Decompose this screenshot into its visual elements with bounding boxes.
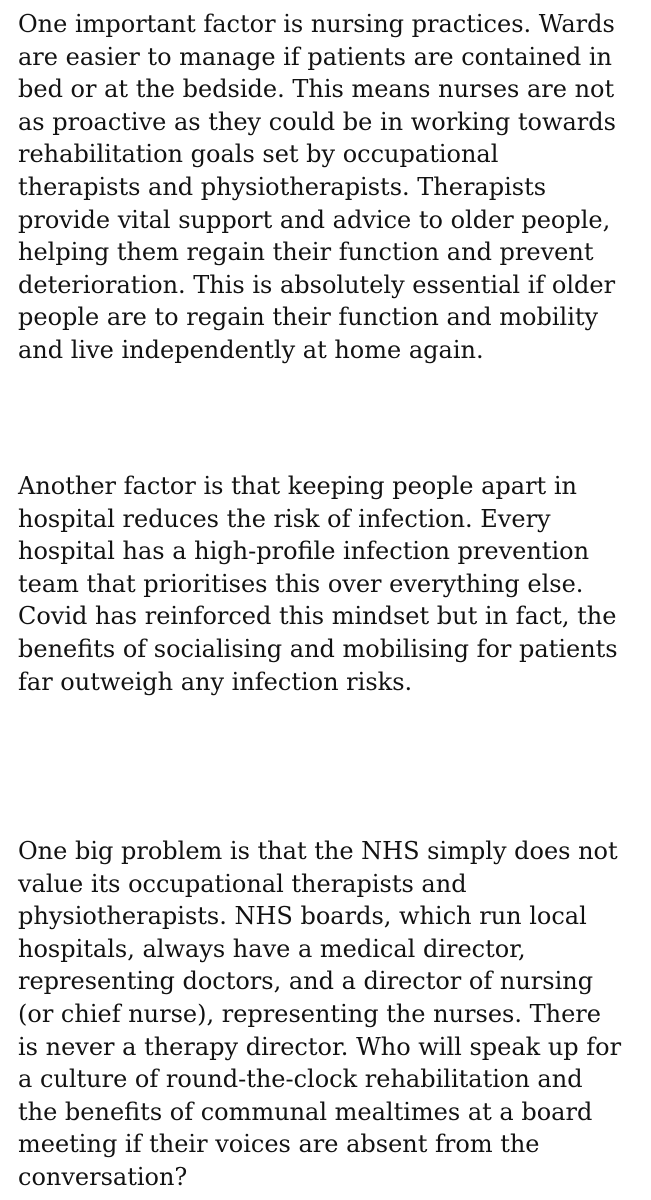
paragraph-line: hospitals, always have a medical director,	[18, 934, 526, 963]
paragraph-line: and live independently at home again.	[18, 335, 484, 364]
paragraph-line: are easier to manage if patients are contained in	[18, 42, 612, 71]
paragraph-line: representing doctors, and a director of nursing	[18, 967, 594, 996]
paragraph-line: is never a therapy director. Who will speak up for	[18, 1032, 622, 1061]
paragraph-line: team that prioritises this over everything else.	[18, 569, 584, 598]
paragraph-line: Covid has reinforced this mindset but in fact, the	[18, 602, 617, 631]
paragraph-line: a culture of round-the-clock rehabilitation and	[18, 1065, 583, 1094]
paragraph-line: value its occupational therapists and	[18, 869, 467, 898]
paragraph-line: One big problem is that the NHS simply does not	[18, 837, 618, 865]
paragraph-line: deterioration. This is absolutely essential if older	[18, 270, 616, 299]
paragraph-nursing-practices	[18, 8, 616, 367]
paragraph-line: meeting if their voices are absent from the	[18, 1130, 540, 1159]
paragraph-line: people are to regain their function and mobility	[18, 303, 599, 332]
paragraph-line: far outweigh any infection risks.	[18, 667, 413, 696]
paragraph-line: the benefits of communal mealtimes at a board	[18, 1097, 593, 1126]
paragraph-line: hospital has a high-profile infection prevention	[18, 537, 590, 566]
paragraph-line: as proactive as they could be in working towards	[18, 107, 616, 136]
paragraph-line: helping them regain their function and prevent	[18, 238, 594, 267]
paragraph-line: Another factor is that keeping people apart in	[18, 472, 577, 500]
paragraph-line: (or chief nurse), representing the nurses. There	[18, 999, 601, 1028]
paragraph-line: rehabilitation goals set by occupational	[18, 140, 499, 169]
paragraph-line: conversation?	[18, 1162, 188, 1191]
paragraph-infection-risk	[18, 470, 618, 698]
paragraph-line: bed or at the bedside. This means nurses are not	[18, 75, 615, 104]
paragraph-therapy-director	[18, 835, 621, 1194]
paragraph-line: therapists and physiotherapists. Therapists	[18, 172, 547, 201]
paragraph-line: One important factor is nursing practices. Wards	[18, 10, 615, 38]
paragraph-line: physiotherapists. NHS boards, which run local	[18, 902, 587, 931]
paragraph-line: provide vital support and advice to older people,	[18, 205, 611, 234]
paragraph-line: benefits of socialising and mobilising for patients	[18, 634, 618, 663]
paragraph-line: hospital reduces the risk of infection. Every	[18, 504, 551, 533]
